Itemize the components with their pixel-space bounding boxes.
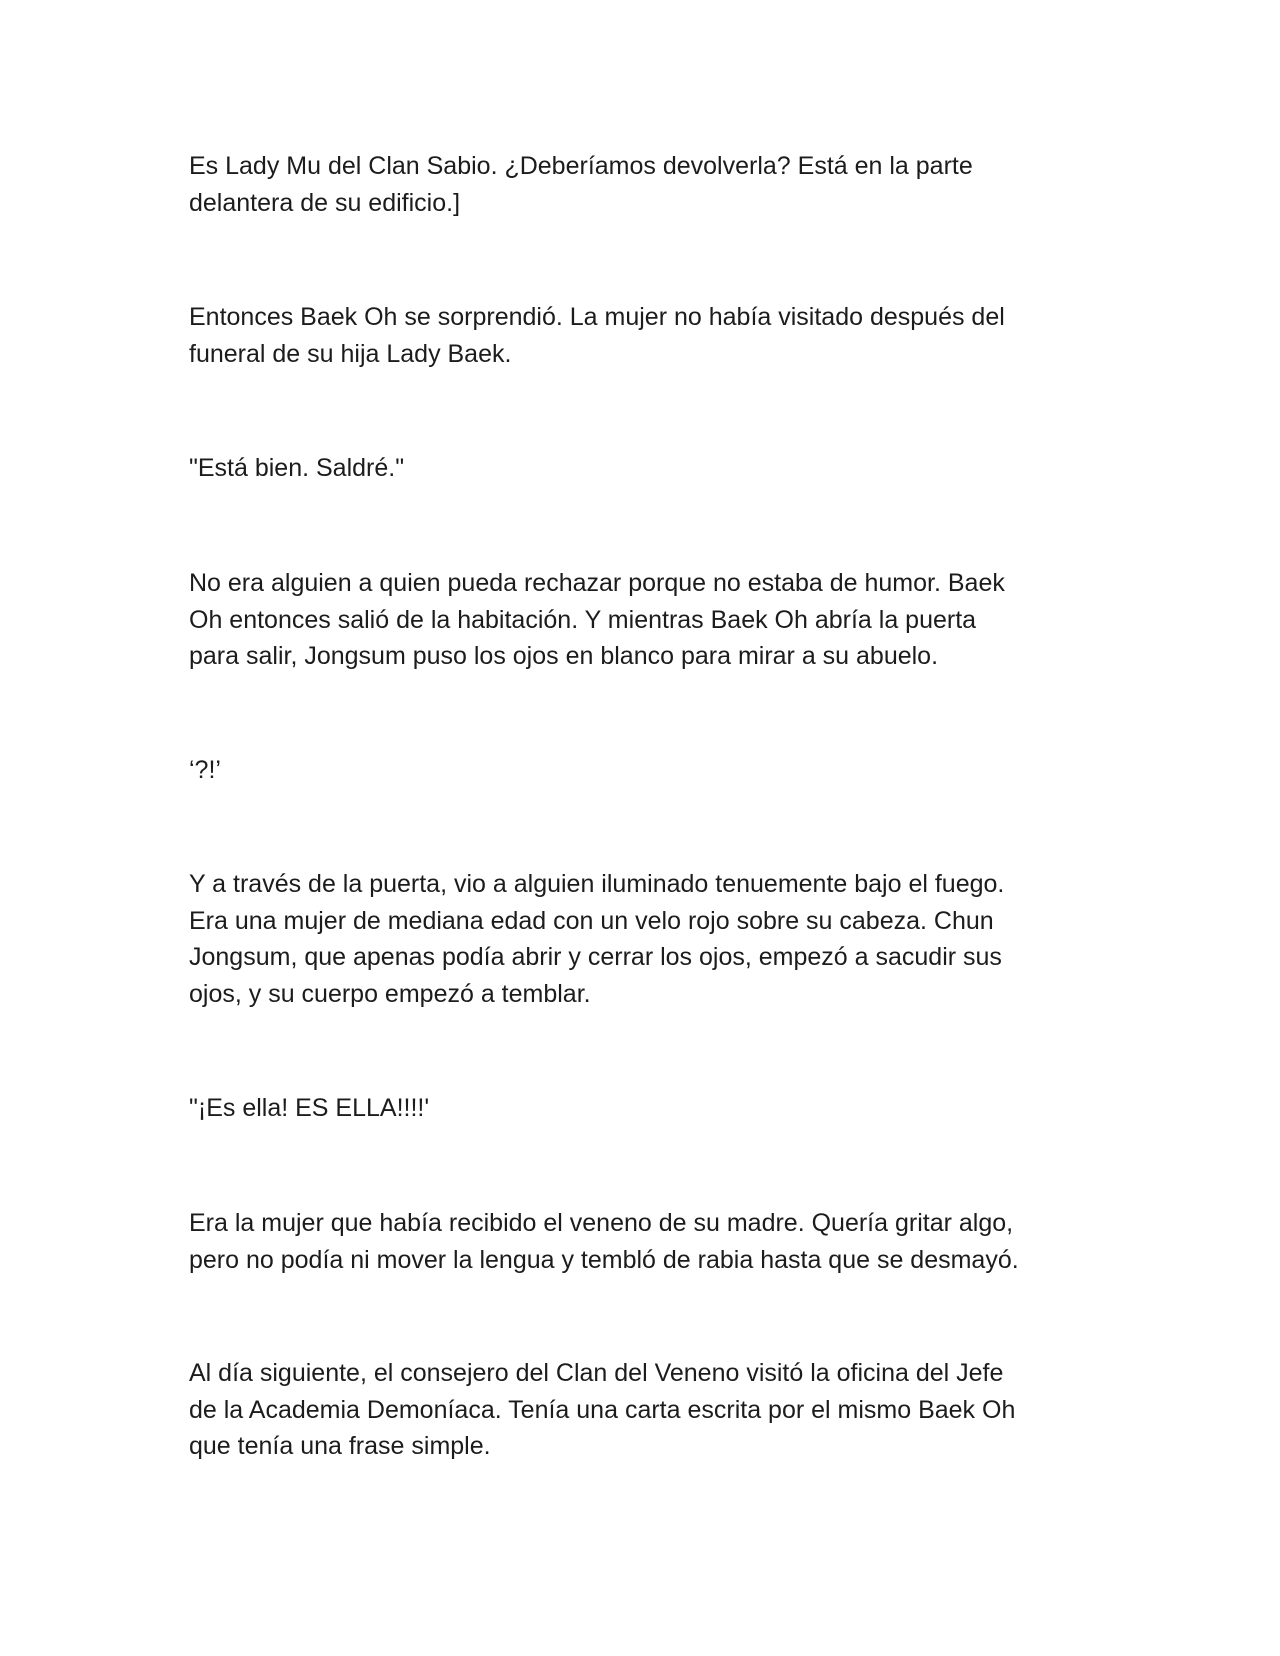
paragraph-es-ella: "¡Es ella! ES ELLA!!!!'	[189, 1094, 430, 1122]
paragraph-lady-mu: Es Lady Mu del Clan Sabio. ¿Deberíamos devolverla? Está en la parte delantera de su edificio.]	[189, 152, 973, 217]
paragraph-baek-oh-leaves: No era alguien a quien pueda rechazar porque no estaba de humor. Baek Oh entonces salió de la habitación. Y mientras Baek Oh abría la puerta para salir, Jongsum puso los ojos en blanco para mirar a su abuelo.	[189, 569, 1005, 670]
paragraph-baek-oh-surprised: Entonces Baek Oh se sorprendió. La mujer no había visitado después del funeral de su hija Lady Baek.	[189, 303, 1005, 368]
paragraph-woman-with-veil: Y a través de la puerta, vio a alguien iluminado tenuemente bajo el fuego. Era una mujer de mediana edad con un velo rojo sobre su cabeza. Chun Jongsum, que apenas podía abrir y cerrar los ojos, empezó a sacudir sus ojos, y su cuerpo empezó a temblar.	[189, 870, 1005, 1008]
paragraph-exclamation: ‘?!’	[189, 756, 221, 784]
paragraph-poison-woman: Era la mujer que había recibido el veneno de su madre. Quería gritar algo, pero no podía ni mover la lengua y tembló de rabia hasta que se desmayó.	[189, 1209, 1019, 1274]
paragraph-dialogue-saldre: "Está bien. Saldré."	[189, 454, 405, 482]
paragraph-next-day-letter: Al día siguiente, el consejero del Clan del Veneno visitó la oficina del Jefe de la Academia Demoníaca. Tenía una carta escrita por el mismo Baek Oh que tenía una frase simple.	[189, 1359, 1016, 1460]
